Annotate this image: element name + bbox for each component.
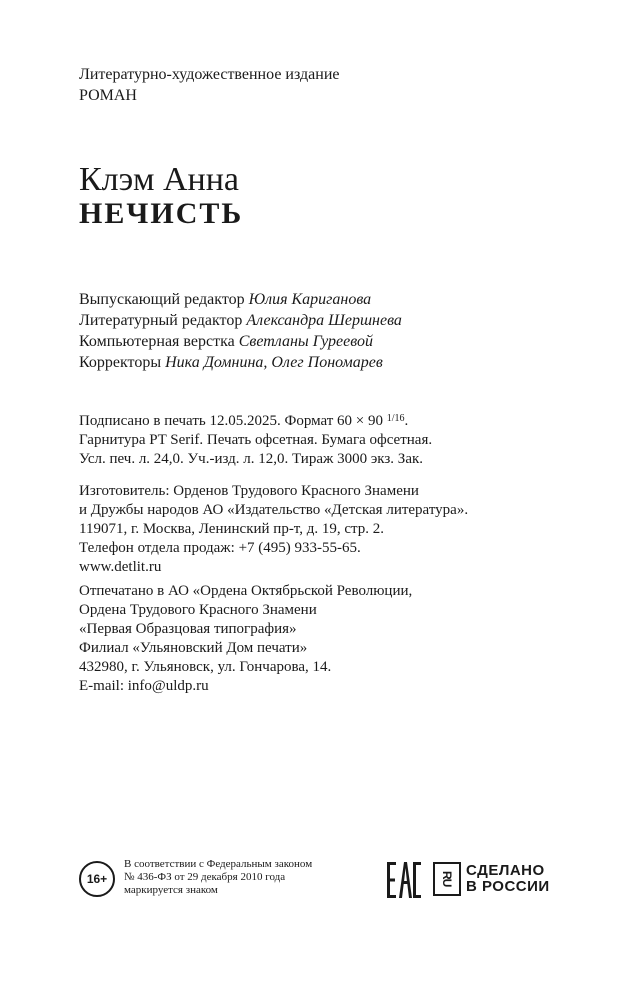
imprint-line-3: Усл. печ. л. 24,0. Уч.-изд. л. 12,0. Тираж 3000 экз. Зак. [79, 451, 424, 467]
made-line-2: В РОССИИ [466, 878, 550, 895]
credits-block [79, 289, 402, 373]
law-notice [124, 858, 312, 897]
genre-type: РОМАН [79, 87, 137, 104]
law-notice-line: маркируется знаком [124, 884, 218, 896]
printer-line: Ордена Трудового Красного Знамени [79, 602, 317, 618]
credit-role: Выпускающий редактор [79, 291, 245, 308]
manufacturer-block [79, 482, 468, 577]
printer-line: 432980, г. Ульяновск, ул. Гончарова, 14. [79, 659, 332, 675]
manufacturer-line: 119071, г. Москва, Ленинский пр-т, д. 19, стр. 2. [79, 521, 385, 537]
credit-role: Корректоры [79, 354, 162, 371]
genre-label: Литературно-художественное издание [79, 66, 340, 83]
eac-mark-icon [387, 862, 421, 898]
law-notice-line: № 436-ФЗ от 29 декабря 2010 года [124, 871, 286, 883]
imprint-line-1-end: . [404, 413, 409, 429]
credit-role: Компьютерная верстка [79, 333, 235, 350]
printer-line: «Первая Образцовая типография» [79, 621, 297, 637]
credit-name: Светланы Гуреевой [238, 333, 373, 350]
law-notice-line: В соответствии с Федеральным законом [124, 858, 313, 870]
credit-name: Александра Шершнева [246, 312, 402, 329]
age-rating-badge: 16+ [79, 861, 115, 897]
book-title: НЕЧИСТЬ [79, 197, 244, 230]
imprint-line-2: Гарнитура PT Serif. Печать офсетная. Бумага офсетная. [79, 432, 433, 448]
ru-box-glyph: RU [440, 871, 454, 887]
manufacturer-line: Изготовитель: Орденов Трудового Красного Знамени [79, 483, 419, 499]
printer-line: Отпечатано в АО «Ордена Октябрьской Революции, [79, 583, 413, 599]
imprint-line-1 [79, 409, 432, 431]
imprint-block [79, 409, 432, 469]
credit-role: Литературный редактор [79, 312, 243, 329]
imprint-format-text: Подписано в печать 12.05.2025. Формат 60 × 90 [79, 413, 384, 429]
printer-email: E-mail: info@uldp.ru [79, 678, 209, 694]
credit-line [79, 310, 402, 331]
credit-line [79, 289, 402, 310]
book-author: Клэм Анна [79, 161, 239, 198]
manufacturer-line: Телефон отдела продаж: +7 (495) 933-55-65. [79, 540, 361, 556]
credit-line [79, 331, 402, 352]
made-line-1: СДЕЛАНО [466, 862, 545, 879]
printer-block [79, 582, 412, 696]
made-in-russia-text [466, 863, 550, 895]
genre-block [79, 64, 339, 106]
manufacturer-website: www.detlit.ru [79, 559, 162, 575]
format-fraction: 1/16 [386, 413, 405, 424]
manufacturer-line: и Дружбы народов АО «Издательство «Детская литература». [79, 502, 469, 518]
credit-line [79, 352, 402, 373]
credit-name: Ника Домнина, Олег Пономарев [165, 354, 383, 371]
made-in-russia-mark [433, 862, 550, 896]
credit-name: Юлия Кариганова [248, 291, 372, 308]
ru-box-icon [433, 862, 461, 896]
printer-line: Филиал «Ульяновский Дом печати» [79, 640, 308, 656]
